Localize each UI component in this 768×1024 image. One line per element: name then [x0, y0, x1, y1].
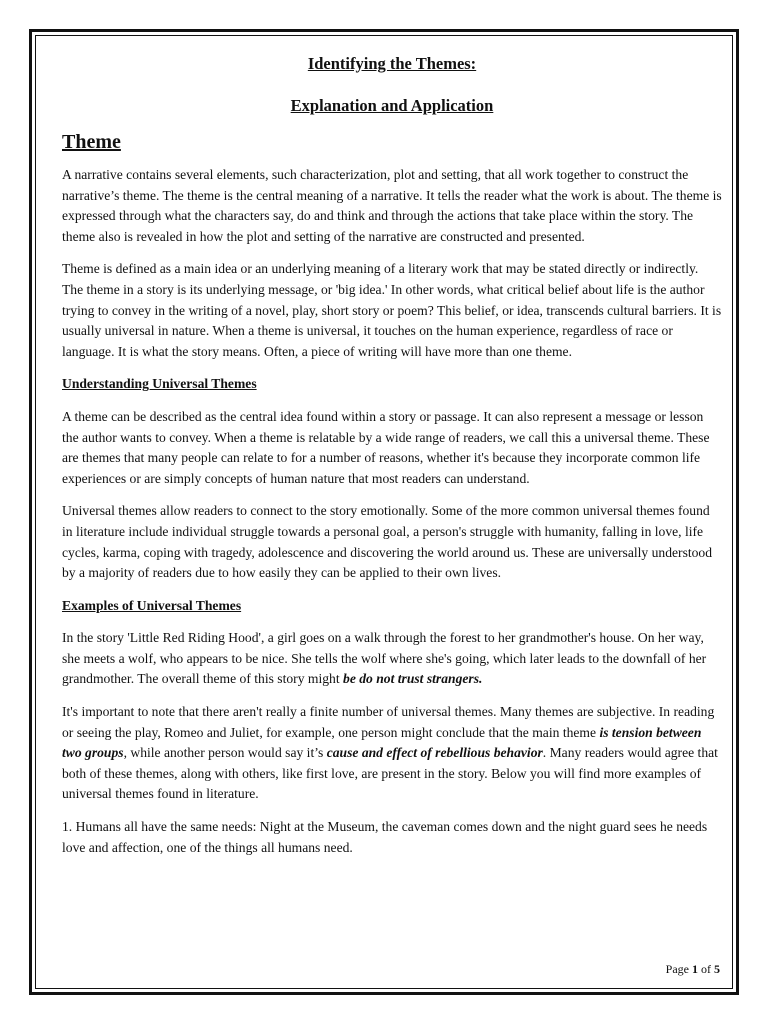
emphasis-tension-groups: is tension between two groups: [62, 724, 702, 761]
page-label: Page: [665, 962, 692, 976]
page-of: of: [698, 962, 714, 976]
paragraph-romeo-juliet-text-b: , while another person would say it’s: [123, 745, 327, 761]
emphasis-trust-strangers: be do not trust strangers.: [343, 671, 483, 687]
section-heading-universal: Understanding Universal Themes: [62, 376, 257, 392]
page-number: [666, 962, 720, 977]
section-heading-theme: Theme: [62, 131, 121, 153]
paragraph-red-riding-hood: [62, 628, 722, 690]
section-heading-examples: Examples of Universal Themes: [62, 597, 242, 613]
page-current: 1: [692, 962, 698, 976]
paragraph-romeo-juliet-text-a: It's important to note that there aren't really a finite number of universal themes. Many themes are subjective. In reading or seeing the play, Romeo and Juliet, for example, one person might conclude that the main theme: [62, 704, 715, 740]
document-title: Identifying the Themes:: [307, 54, 477, 73]
paragraph-red-riding-hood-text: In the story 'Little Red Riding Hood', a girl goes on a walk through the forest to her grandmother's house. On her way, she meets a wolf, who appears to be nice. She tells the wolf where she's going, which later leads to the downfall of her grandmother. The overall theme of this story might: [62, 630, 707, 687]
paragraph-universal-connect: Universal themes allow readers to connect to the story emotionally. Some of the more common universal themes found in literature include individual struggle towards a personal goal, a person's struggle with humanity, falling in love, life cycles, karma, coping with tragedy, adolescence and discovering the world around us. These are universally understood by a majority of readers due to how easily they can be applied to their own lives.: [62, 503, 713, 581]
paragraph-universal-description: A theme can be described as the central idea found within a story or passage. It can also represent a message or lesson the author wants to convey. When a theme is relatable by a wide range of readers, we call this a universal theme. These are themes that many people can relate to for a number of reasons, whether it's because they incorporate common life experiences or are simply concepts of human nature that most readers can understand.: [62, 408, 710, 486]
document-subtitle: Explanation and Application: [290, 96, 494, 115]
emphasis-rebellious-behavior: cause and effect of rebellious behavior: [326, 745, 543, 761]
paragraph-humans-needs: 1. Humans all have the same needs: Night at the Museum, the caveman comes down and the night guard sees he needs love and affection, one of the things all humans need.: [62, 819, 708, 855]
page-total: 5: [714, 962, 720, 976]
paragraph-romeo-juliet-text-c: . Many readers would agree that both of these themes, along with others, like first love, are present in the story. Below you will find more examples of universal themes found in literature.: [62, 745, 718, 802]
paragraph-romeo-juliet: [62, 702, 722, 805]
paragraph-theme-definition: Theme is defined as a main idea or an underlying meaning of a literary work that may be stated directly or indirectly. The theme in a story is its underlying message, or 'big idea.' In other words, what critical belief about life is the author trying to convey in the writing of a novel, play, short story or poem? This belief, or idea, transcends cultural barriers. It is usually universal in nature. When a theme is universal, it touches on the human experience, regardless of race or language. It is what the story means. Often, a piece of writing will have more than one theme.: [62, 261, 722, 359]
paragraph-narrative: A narrative contains several elements, such characterization, plot and setting, that all work together to construct the narrative’s theme. The theme is the central meaning of a narrative. It tells the reader what the work is about. The theme is expressed through what the characters say, do and think and through the actions that take place within the story. The theme also is revealed in how the plot and setting of the narrative are constructed and presented.: [62, 167, 722, 244]
document-body: [62, 53, 722, 870]
